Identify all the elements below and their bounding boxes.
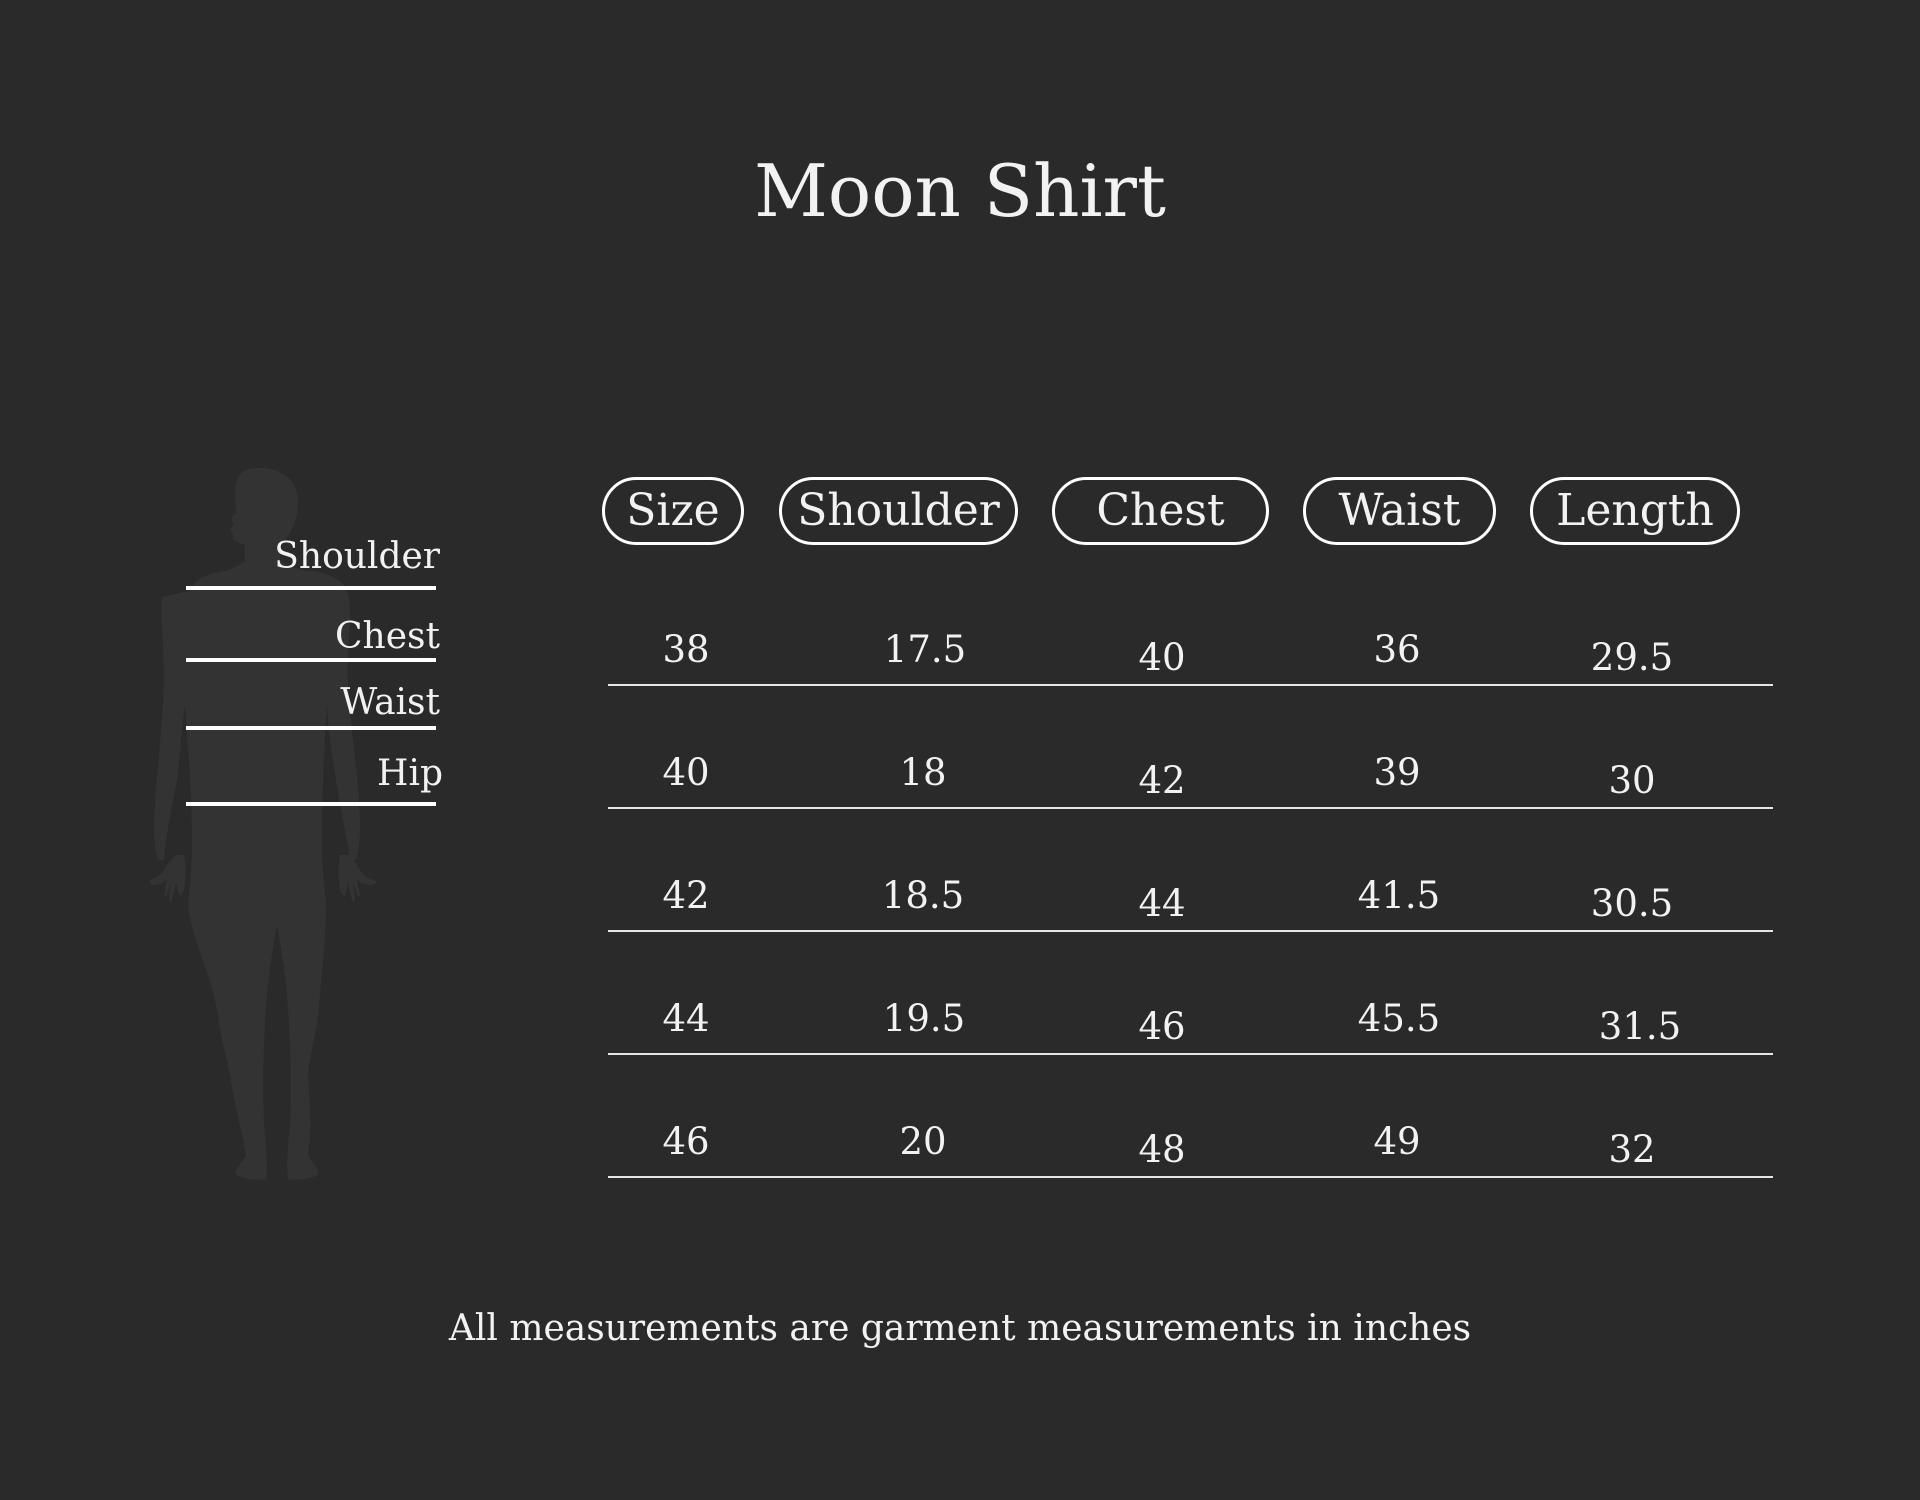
table-cell: 30.5	[1590, 882, 1674, 925]
table-cell: 36	[1373, 628, 1421, 671]
header-waist: Waist	[1303, 477, 1496, 545]
table-cell: 46	[1138, 1005, 1186, 1048]
hip-guide-line	[186, 802, 436, 806]
header-shoulder: Shoulder	[779, 477, 1018, 545]
table-cell: 49	[1373, 1120, 1421, 1163]
table-cell: 42	[662, 874, 710, 917]
chest-guide-line	[186, 658, 436, 662]
table-cell: 46	[662, 1120, 710, 1163]
row-divider	[608, 684, 1773, 686]
table-cell: 44	[662, 997, 710, 1040]
table-cell: 32	[1608, 1128, 1656, 1171]
table-cell: 20	[899, 1120, 947, 1163]
measurement-note: All measurements are garment measurements in inches	[448, 1308, 1472, 1349]
table-cell: 17.5	[883, 628, 967, 671]
table-cell: 44	[1138, 882, 1186, 925]
table-cell: 42	[1138, 759, 1186, 802]
table-cell: 31.5	[1598, 1005, 1682, 1048]
chest-guide-label: Chest	[335, 616, 440, 657]
row-divider	[608, 1176, 1773, 1178]
table-cell: 45.5	[1357, 997, 1441, 1040]
header-chest: Chest	[1052, 477, 1269, 545]
table-cell: 30	[1608, 759, 1656, 802]
waist-guide-label: Waist	[340, 682, 440, 723]
shoulder-guide-label: Shoulder	[274, 536, 440, 577]
table-cell: 29.5	[1590, 636, 1674, 679]
row-divider	[608, 930, 1773, 932]
table-cell: 38	[662, 628, 710, 671]
page-title: Moon Shirt	[754, 149, 1166, 233]
table-cell: 48	[1138, 1128, 1186, 1171]
header-size: Size	[602, 477, 744, 545]
table-cell: 39	[1373, 751, 1421, 794]
table-cell: 40	[662, 751, 710, 794]
hip-guide-label: Hip	[377, 753, 443, 794]
row-divider	[608, 1053, 1773, 1055]
table-cell: 19.5	[882, 997, 966, 1040]
header-length: Length	[1530, 477, 1740, 545]
table-cell: 18	[899, 751, 947, 794]
body-measurement-guide	[150, 465, 443, 1185]
waist-guide-line	[186, 726, 436, 730]
table-cell: 40	[1138, 636, 1186, 679]
shoulder-guide-line	[186, 586, 436, 590]
table-cell: 41.5	[1357, 874, 1441, 917]
row-divider	[608, 807, 1773, 809]
table-cell: 18.5	[881, 874, 965, 917]
